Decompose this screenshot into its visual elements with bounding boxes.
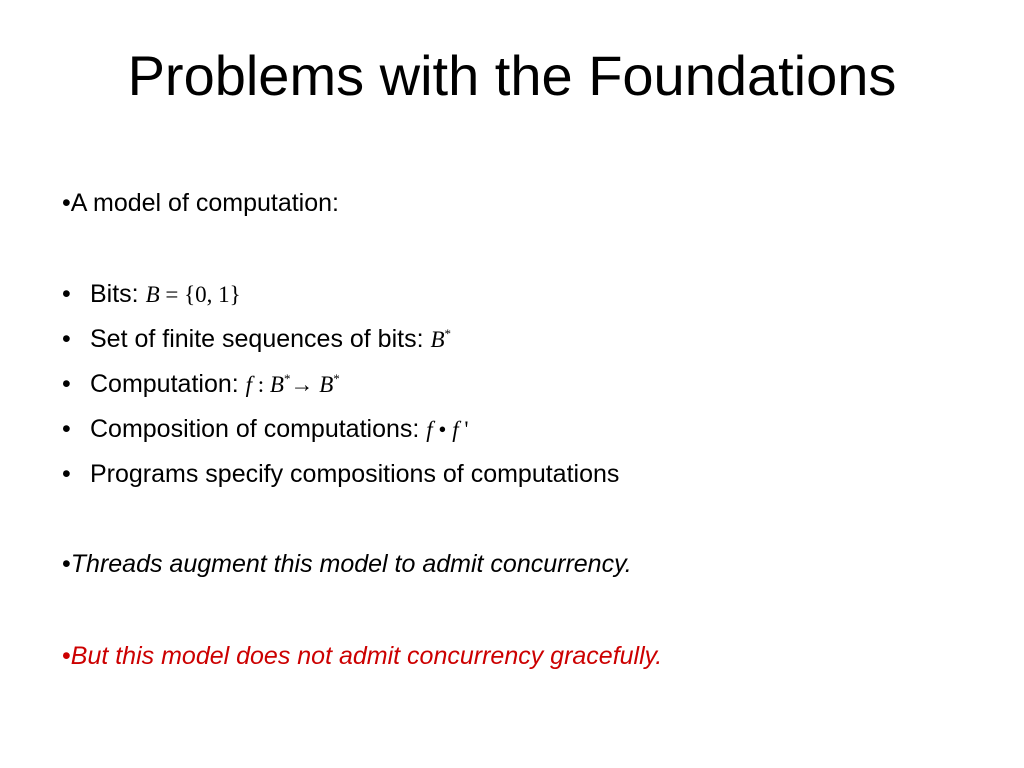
list-bullet: • xyxy=(62,325,71,353)
list-item-text: Composition of computations: xyxy=(90,415,427,443)
threads-note-text: Threads augment this model to admit concurrency. xyxy=(70,550,632,578)
conclusion-bullet: • xyxy=(62,642,71,670)
list-item-programs xyxy=(62,458,619,490)
math-bits-set: B = {0, 1} xyxy=(145,282,241,307)
list-item-sequences xyxy=(62,323,451,356)
intro-text: A model of computation: xyxy=(70,189,339,217)
slide-title: Problems with the Foundations xyxy=(127,44,897,107)
list-bullet: • xyxy=(62,460,71,488)
math-function-signature: f : B*→ B* xyxy=(245,371,340,397)
conclusion-line xyxy=(62,640,662,672)
conclusion-text: But this model does not admit concurrency gracefully. xyxy=(70,642,663,670)
list-item-composition xyxy=(62,413,469,446)
math-b-star: B* xyxy=(430,326,452,352)
intro-line xyxy=(62,187,339,219)
list-item-text: Computation: xyxy=(90,370,246,398)
list-item-text: Bits: xyxy=(90,280,146,308)
list-item-computation xyxy=(62,368,340,401)
list-bullet: • xyxy=(62,280,71,308)
list-item-text: Set of finite sequences of bits: xyxy=(90,325,431,353)
list-item-text: Programs specify compositions of computations xyxy=(90,460,620,488)
threads-note-line xyxy=(62,548,632,580)
intro-bullet: • xyxy=(62,189,71,217)
list-bullet: • xyxy=(62,415,71,443)
list-bullet: • xyxy=(62,370,71,398)
list-item-bits xyxy=(62,278,241,311)
math-composition: f • f ' xyxy=(426,417,469,442)
threads-bullet: • xyxy=(62,550,71,578)
